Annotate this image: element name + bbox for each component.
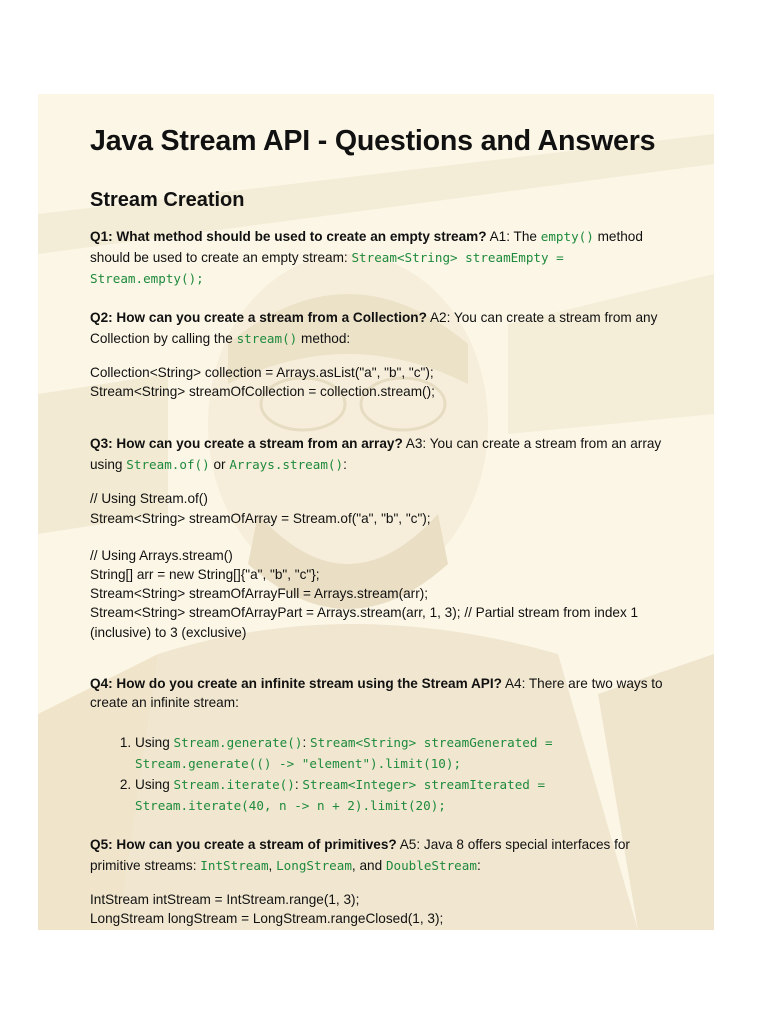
answer-text: or <box>209 457 230 473</box>
inline-code: Stream.generate() <box>173 735 303 751</box>
answer-text: method: <box>297 331 351 346</box>
question-q3: Q3: How can you create a stream from an array? <box>90 436 403 452</box>
code-block: IntStream intStream = IntStream.range(1, 3); LongStream longStream = LongStream.rangeClosed(1, 3); <box>90 892 444 927</box>
page-title: Java Stream API - Questions and Answers <box>90 125 656 157</box>
answer-text: A2: You can create a stream from any Collection by calling the <box>90 310 658 346</box>
inline-code: Stream.of() <box>126 457 210 473</box>
list-item-text: : <box>294 777 303 793</box>
code-block: // Using Arrays.stream() String[] arr = new String[]{"a", "b", "c"}; Stream<String> streamOfArrayFull = Arrays.stream(arr); Stream<String> streamOfArrayPart = Arrays.stream(arr, 1, 3); // Partial stream from index 1 (inclusive) to 3 (exclusive) <box>90 547 639 640</box>
inline-code: Stream.iterate() <box>173 777 295 793</box>
inline-code: IntStream <box>200 858 269 874</box>
qa-q5 <box>90 834 680 876</box>
list-item <box>135 732 680 774</box>
infinite-stream-list <box>90 732 680 816</box>
question-q1: Q1: What method should be used to create an empty stream? <box>90 229 487 244</box>
inline-code: LongStream <box>276 858 352 874</box>
answer-text: A3: You can create a stream from an array using <box>90 436 662 473</box>
list-item-text: : <box>302 735 310 751</box>
qa-q1 <box>90 226 680 289</box>
inline-code: Stream<String> streamGenerated = Stream.generate(() -> "element").limit(10); <box>135 735 553 772</box>
qa-q2 <box>90 307 680 349</box>
answer-text: , <box>268 858 277 874</box>
list-item-text: Using <box>135 735 174 751</box>
inline-code: stream() <box>236 331 298 346</box>
inline-code: Stream<Integer> streamIterated = Stream.iterate(40, n -> n + 2).limit(20); <box>135 777 546 814</box>
answer-text: A4: There are two ways to create an infinite stream: <box>90 675 663 711</box>
document-page <box>38 94 714 930</box>
qa-q3 <box>90 433 680 475</box>
answer-text: , and <box>351 858 386 874</box>
list-item-text: Using <box>135 777 174 793</box>
answer-text: A5: Java 8 offers special interfaces for primitive streams: <box>90 837 630 874</box>
answer-text: : <box>343 457 347 473</box>
inline-code: DoubleStream <box>385 858 477 874</box>
code-block: Collection<String> collection = Arrays.asList("a", "b", "c"); Stream<String> streamOfCollection = collection.stream(); <box>90 365 435 400</box>
content <box>90 124 680 930</box>
qa-q4 <box>90 674 680 712</box>
section-heading: Stream Creation <box>90 189 245 211</box>
inline-code: empty() <box>540 229 594 244</box>
list-item <box>135 774 680 816</box>
question-q4: Q4: How do you create an infinite stream using the Stream API? <box>90 675 502 691</box>
question-q2: Q2: How can you create a stream from a Collection? <box>90 310 427 325</box>
answer-text: A1: The <box>486 229 541 244</box>
answer-text: : <box>476 858 481 874</box>
answer-text: method should be used to create an empty stream: <box>90 229 643 265</box>
inline-code: Stream<String> streamEmpty = Stream.empty(); <box>90 250 564 286</box>
inline-code: Arrays.stream() <box>229 457 344 473</box>
code-block: // Using Stream.of() Stream<String> streamOfArray = Stream.of("a", "b", "c"); <box>90 491 431 526</box>
question-q5: Q5: How can you create a stream of primitives? <box>90 837 397 853</box>
